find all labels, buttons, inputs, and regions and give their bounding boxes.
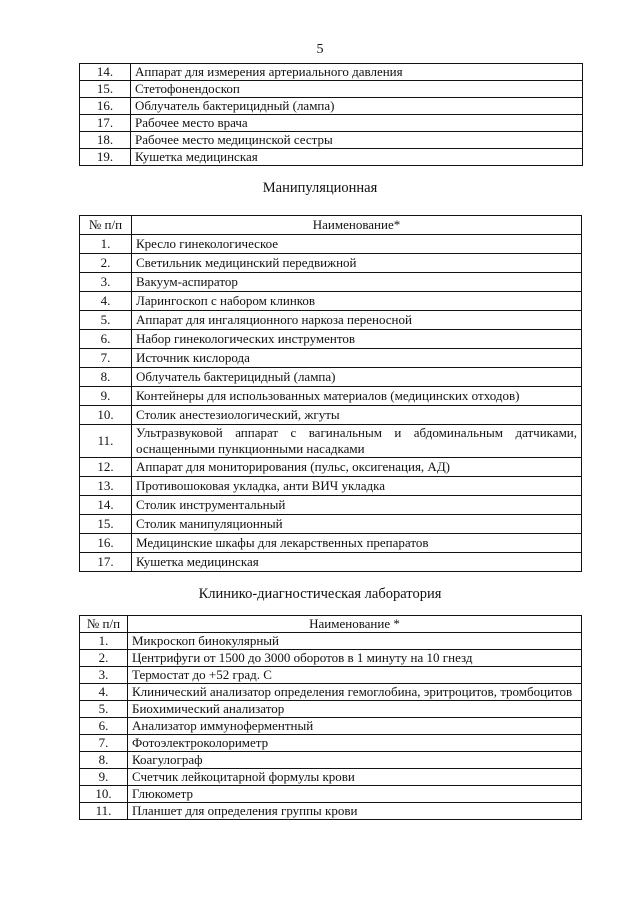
table-row — [80, 98, 583, 115]
table-row — [80, 769, 582, 786]
row-number: 2. — [80, 650, 128, 667]
row-number: 14. — [80, 64, 131, 81]
row-number: 8. — [80, 368, 132, 387]
header-name: Наименование * — [128, 616, 582, 633]
table-row — [80, 132, 583, 149]
row-name: Счетчик лейкоцитарной формулы крови — [128, 769, 582, 786]
row-number: 12. — [80, 458, 132, 477]
table-row — [80, 292, 582, 311]
row-number: 4. — [80, 684, 128, 701]
row-name: Аппарат для мониторирования (пульс, оксигенация, АД) — [132, 458, 582, 477]
row-name: Облучатель бактерицидный (лампа) — [131, 98, 583, 115]
section-title-lab: Клинико-диагностическая лаборатория — [198, 586, 442, 602]
section-title-manipulation: Манипуляционная — [262, 180, 378, 196]
row-name: Клинический анализатор определения гемоглобина, эритроцитов, тромбоцитов — [128, 684, 582, 701]
row-name: Столик манипуляционный — [132, 515, 582, 534]
table-row — [80, 81, 583, 98]
table-row — [80, 458, 582, 477]
row-name: Светильник медицинский передвижной — [132, 254, 582, 273]
table-row — [80, 149, 583, 166]
table-row — [80, 254, 582, 273]
table-row — [80, 684, 582, 701]
row-number: 6. — [80, 330, 132, 349]
header-name: Наименование* — [132, 216, 582, 235]
header-number: № п/п — [80, 216, 132, 235]
row-name: Кресло гинекологическое — [132, 235, 582, 254]
table-row — [80, 368, 582, 387]
row-number: 10. — [80, 406, 132, 425]
row-number: 9. — [80, 387, 132, 406]
equipment-table-continued — [79, 63, 583, 166]
row-name: Аппарат для ингаляционного наркоза переносной — [132, 311, 582, 330]
row-number: 2. — [80, 254, 132, 273]
row-number: 5. — [80, 311, 132, 330]
row-number: 7. — [80, 349, 132, 368]
row-name: Рабочее место медицинской сестры — [131, 132, 583, 149]
row-number: 15. — [80, 81, 131, 98]
row-number: 6. — [80, 718, 128, 735]
lab-equipment-table — [79, 615, 582, 820]
row-number: 19. — [80, 149, 131, 166]
header-number: № п/п — [80, 616, 128, 633]
row-name: Облучатель бактерицидный (лампа) — [132, 368, 582, 387]
row-name: Противошоковая укладка, анти ВИЧ укладка — [132, 477, 582, 496]
table-row — [80, 115, 583, 132]
table-row — [80, 701, 582, 718]
table-row — [80, 633, 582, 650]
table-row — [80, 330, 582, 349]
row-name: Вакуум-аспиратор — [132, 273, 582, 292]
row-name: Медицинские шкафы для лекарственных препаратов — [132, 534, 582, 553]
table-row — [80, 735, 582, 752]
row-number: 3. — [80, 273, 132, 292]
row-name: Микроскоп бинокулярный — [128, 633, 582, 650]
table-row — [80, 311, 582, 330]
row-name: Анализатор иммуноферментный — [128, 718, 582, 735]
row-number: 9. — [80, 769, 128, 786]
row-name: Столик инструментальный — [132, 496, 582, 515]
table-row — [80, 667, 582, 684]
row-number: 14. — [80, 496, 132, 515]
row-name: Ларингоскоп с набором клинков — [132, 292, 582, 311]
row-name: Контейнеры для использованных материалов (медицинских отходов) — [132, 387, 582, 406]
table-row — [80, 515, 582, 534]
table-row — [80, 387, 582, 406]
table-row — [80, 406, 582, 425]
table-header-row — [80, 216, 582, 235]
row-name: Термостат до +52 град. С — [128, 667, 582, 684]
table-row — [80, 64, 583, 81]
row-number: 17. — [80, 553, 132, 572]
row-number: 8. — [80, 752, 128, 769]
table-row — [80, 534, 582, 553]
row-number: 1. — [80, 633, 128, 650]
table-row — [80, 786, 582, 803]
row-number: 18. — [80, 132, 131, 149]
row-name: Ультразвуковой аппарат с вагинальным и абдоминальным датчиками, оснащенными пункционными насадками — [132, 425, 582, 458]
row-name: Глюкометр — [128, 786, 582, 803]
row-number: 15. — [80, 515, 132, 534]
row-number: 16. — [80, 534, 132, 553]
row-number: 16. — [80, 98, 131, 115]
page-number: 5 — [316, 42, 324, 57]
table-row — [80, 718, 582, 735]
table-header-row — [80, 616, 582, 633]
table-row — [80, 803, 582, 820]
table-row — [80, 235, 582, 254]
row-name: Планшет для определения группы крови — [128, 803, 582, 820]
table-row — [80, 496, 582, 515]
row-name: Набор гинекологических инструментов — [132, 330, 582, 349]
row-number: 4. — [80, 292, 132, 311]
table-row — [80, 553, 582, 572]
row-name: Фотоэлектроколориметр — [128, 735, 582, 752]
row-name: Кушетка медицинская — [131, 149, 583, 166]
row-number: 10. — [80, 786, 128, 803]
row-number: 7. — [80, 735, 128, 752]
row-name: Коагулограф — [128, 752, 582, 769]
row-name: Биохимический анализатор — [128, 701, 582, 718]
row-number: 3. — [80, 667, 128, 684]
row-name: Кушетка медицинская — [132, 553, 582, 572]
table-row — [80, 752, 582, 769]
row-name: Аппарат для измерения артериального давления — [131, 64, 583, 81]
row-name: Рабочее место врача — [131, 115, 583, 132]
row-number: 13. — [80, 477, 132, 496]
manipulation-equipment-table — [79, 215, 582, 572]
row-number: 17. — [80, 115, 131, 132]
row-name: Стетофонендоскоп — [131, 81, 583, 98]
table-row — [80, 650, 582, 667]
table-row — [80, 349, 582, 368]
table-row — [80, 273, 582, 292]
row-number: 1. — [80, 235, 132, 254]
table-row — [80, 425, 582, 458]
row-number: 11. — [80, 803, 128, 820]
row-name: Источник кислорода — [132, 349, 582, 368]
row-name: Столик анестезиологический, жгуты — [132, 406, 582, 425]
row-number: 11. — [80, 425, 132, 458]
table-row — [80, 477, 582, 496]
row-number: 5. — [80, 701, 128, 718]
row-name: Центрифуги от 1500 до 3000 оборотов в 1 минуту на 10 гнезд — [128, 650, 582, 667]
